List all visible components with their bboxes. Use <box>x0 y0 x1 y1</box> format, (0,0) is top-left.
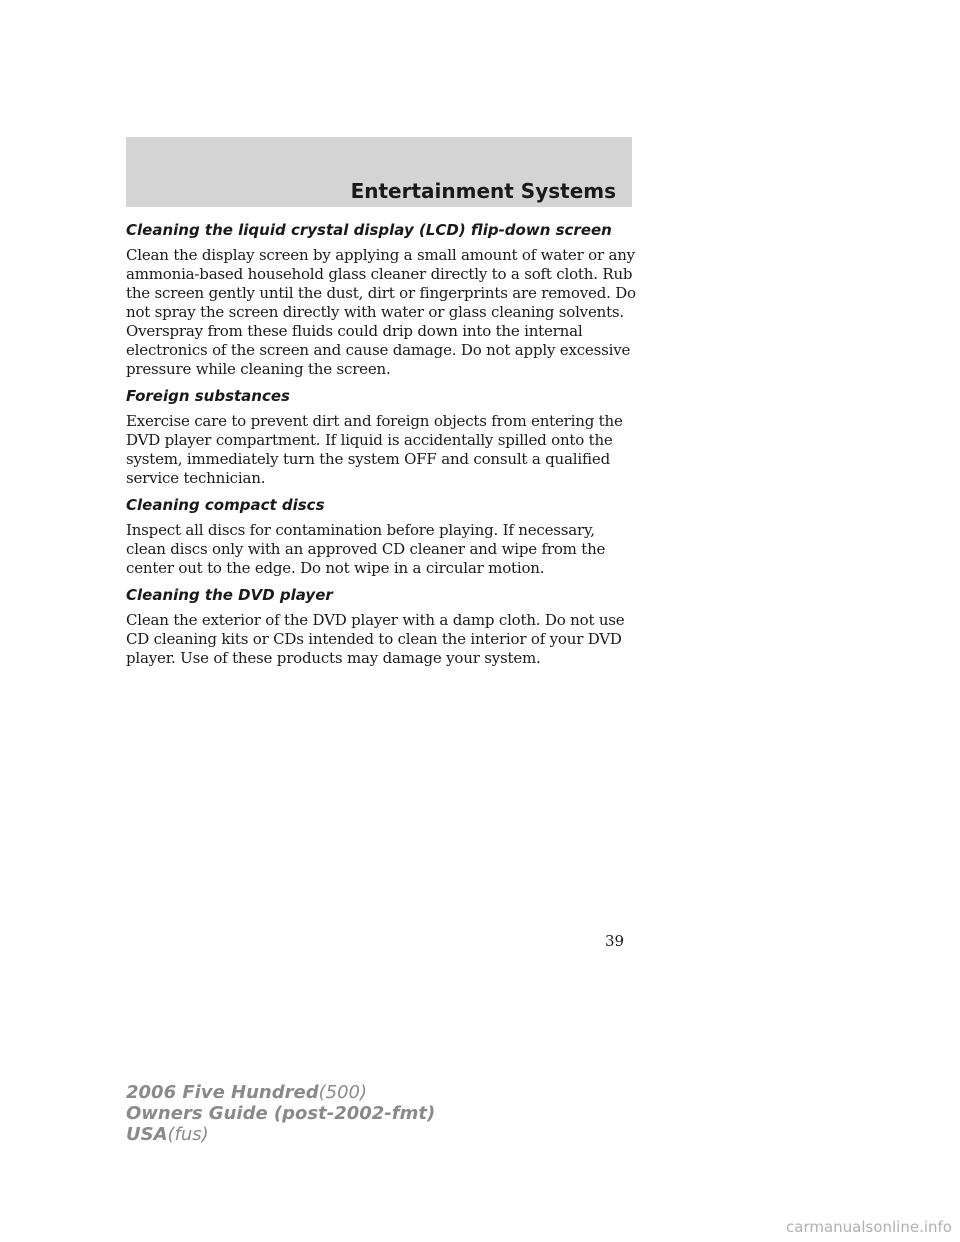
footer-model-code: (500) <box>318 1082 367 1103</box>
section-lcd-cleaning <box>126 220 636 379</box>
section-body: Clean the exterior of the DVD player with a damp cloth. Do not use CD cleaning kits or CDs intended to clean the interior of your DVD player. Use of these products may damage your system. <box>126 611 625 667</box>
footer-model-name: 2006 Five Hundred <box>126 1082 319 1103</box>
section-cleaning-discs <box>126 495 636 578</box>
page-number: 39 <box>605 932 625 950</box>
section-body: Clean the display screen by applying a small amount of water or any ammonia-based household glass cleaner directly to a soft cloth. Rub the screen gently until the dust, dirt or fingerprints are removed. Do not spray the screen directly with water or glass cleaning solvents. Overspray from these fluids could drip down into the internal electronics of the screen and cause damage. Do not apply excessive pressure while cleaning the screen. <box>126 246 636 378</box>
section-heading: Cleaning compact discs <box>126 496 325 514</box>
section-foreign-substances <box>126 386 636 488</box>
section-header-band <box>126 137 632 207</box>
footer-region-code: (fus) <box>167 1124 209 1145</box>
footer-guide-name: Owners Guide (post-2002-fmt) <box>126 1103 436 1124</box>
footer-line-guide <box>126 1103 435 1124</box>
section-heading: Foreign substances <box>126 387 290 405</box>
section-body: Exercise care to prevent dirt and foreign objects from entering the DVD player compartment. If liquid is accidentally spilled onto the system, immediately turn the system OFF and consult a qualified service technician. <box>126 412 623 487</box>
section-heading: Cleaning the liquid crystal display (LCD) flip-down screen <box>126 221 612 239</box>
section-cleaning-dvd-player <box>126 585 636 668</box>
footer-region: USA <box>126 1124 168 1145</box>
document-footer <box>126 1082 435 1145</box>
section-heading: Cleaning the DVD player <box>126 586 333 604</box>
watermark-text: carmanualsonline.info <box>786 1218 952 1236</box>
footer-line-region <box>126 1124 435 1145</box>
section-body: Inspect all discs for contamination before playing. If necessary, clean discs only with an approved CD cleaner and wipe from the center out to the edge. Do not wipe in a circular motion. <box>126 521 606 577</box>
section-title: Entertainment Systems <box>350 179 616 203</box>
footer-line-model <box>126 1082 435 1103</box>
page-content <box>126 220 636 675</box>
